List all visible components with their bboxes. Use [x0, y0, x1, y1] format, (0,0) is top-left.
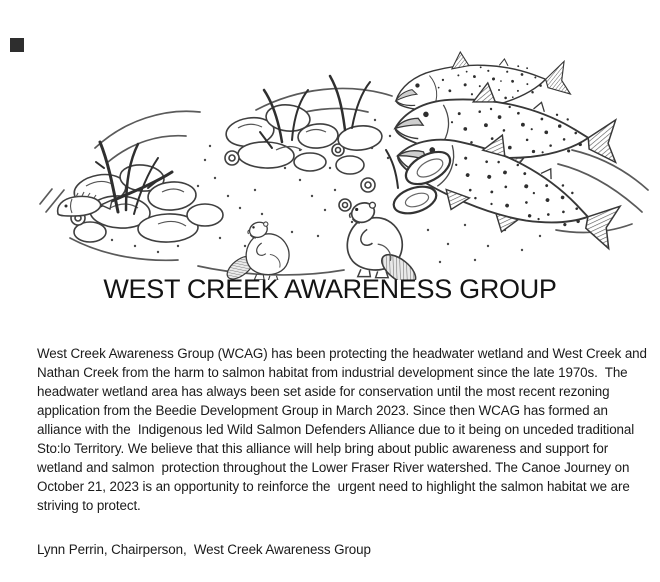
beaver-icon: [223, 220, 289, 280]
wetland-illustration: [0, 48, 660, 280]
page-title: WEST CREEK AWARENESS GROUP: [103, 274, 557, 304]
body-line: wetland and salmon protection throughout the Lower Fraser River watershed. The Canoe Journey on: [37, 460, 630, 475]
stones-icon: [336, 124, 383, 211]
body-line: alliance with the Indigenous led Wild Salmon Defenders Alliance due to it being on unceded traditional: [37, 422, 635, 437]
body-line: headwater wetland area has always been set aside for conservation until the most recent rezoning: [37, 384, 610, 399]
body-line: Nathan Creek from the harm to salmon habitat from industrial development since the late 1970s. The: [37, 365, 628, 380]
body-line: striving to protect.: [37, 498, 141, 513]
signature-line: Lynn Perrin, Chairperson, West Creek Awareness Group: [37, 542, 371, 557]
body-line: October 21, 2023 is an opportunity to reinforce the urgent need to highlight the salmon habitat we are: [37, 479, 630, 494]
body-paragraph: [37, 344, 649, 515]
body-line: West Creek Awareness Group (WCAG) has been protecting the headwater wetland and West Creek and: [37, 346, 647, 361]
body-line: application from the Beedie Development Group in March 2023. Since then WCAG has formed an: [37, 403, 608, 418]
stones-icon: [224, 103, 344, 171]
body-line: Sto:lo Territory. We believe that this alliance will help bring about public awareness and support for: [37, 441, 609, 456]
